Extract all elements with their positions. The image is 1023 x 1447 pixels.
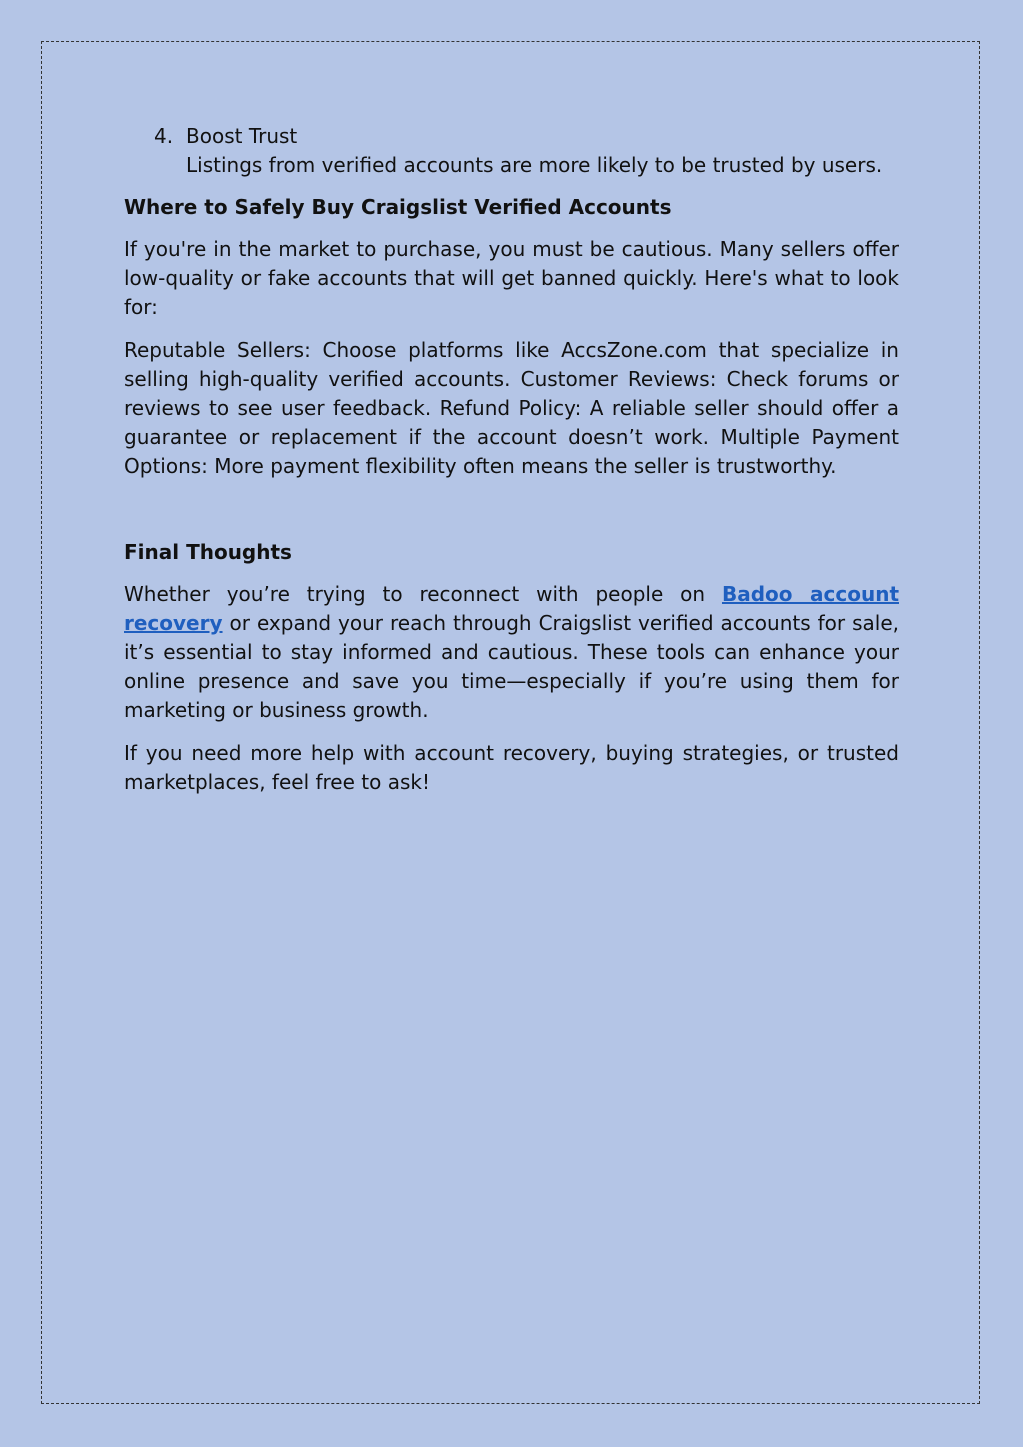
list-item-title: Boost Trust xyxy=(186,124,298,148)
section-heading-where-to-buy: Where to Safely Buy Craigslist Verified Accounts xyxy=(124,195,672,219)
section-heading-final-thoughts: Final Thoughts xyxy=(124,540,292,564)
paragraph-closing: If you need more help with account recovery, buying strategies, or trusted marketplaces, feel free to ask! xyxy=(124,741,899,794)
list-number: 4. xyxy=(154,124,174,148)
spacer xyxy=(124,495,899,538)
paragraph-final-thoughts xyxy=(124,580,899,725)
list-body xyxy=(186,122,899,180)
paragraph-text-after-link: or expand your reach through Craigslist verified accounts for sale, it’s essential to stay informed and cautious. These tools can enhance your online presence and save you time—especially if you’re using them for marketing or business growth. xyxy=(124,611,899,722)
paragraph-seller-tips: Reputable Sellers: Choose platforms like AccsZone.com that specialize in selling high-quality verified accounts. Customer Reviews: Check forums or reviews to see user feedback. Refund Policy: A reliable seller should offer a guarantee or replacement if the account doesn’t work. Multiple Payment Options: More payment flexibility often means the seller is trustworthy. xyxy=(124,338,899,478)
badoo-account-recovery-link[interactable]: Badoo account recovery xyxy=(124,582,900,635)
paragraph-caution: If you're in the market to purchase, you must be cautious. Many sellers offer low-quality or fake accounts that will get banned quickly. Here's what to look for: xyxy=(124,237,899,319)
document-content xyxy=(124,122,899,811)
list-item-text: Listings from verified accounts are more likely to be trusted by users. xyxy=(186,153,883,177)
paragraph-text-before-link: Whether you’re trying to reconnect with people on xyxy=(124,582,722,606)
list-item xyxy=(154,122,899,180)
